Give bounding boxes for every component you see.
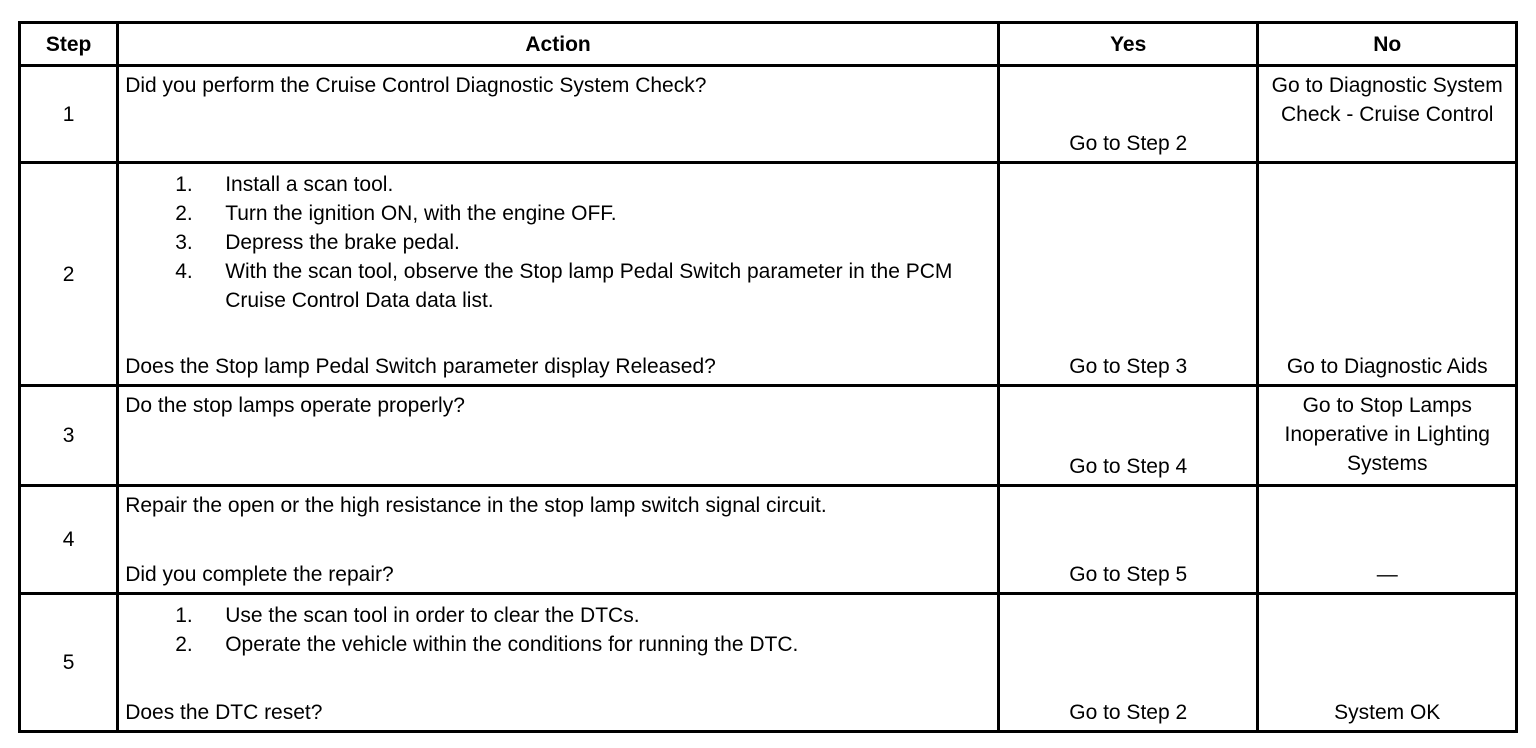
yes-link[interactable]: Go to Step 3	[1069, 355, 1188, 378]
action-question: Did you perform the Cruise Control Diagnostic System Check?	[125, 74, 707, 97]
yes-link[interactable]: Go to Step 2	[1069, 132, 1188, 155]
procedure-item	[119, 601, 991, 630]
yes-link[interactable]: Go to Step 2	[1069, 701, 1188, 724]
header-row	[20, 23, 1517, 66]
table-row	[20, 386, 1517, 486]
procedure-number: 1.	[175, 173, 193, 196]
action-question: Does the Stop lamp Pedal Switch parameter display Released?	[125, 355, 716, 378]
yes-link[interactable]: Go to Step 4	[1069, 455, 1188, 478]
procedure-item	[119, 630, 991, 659]
diagnostic-table	[18, 21, 1518, 733]
table-row	[20, 163, 1517, 386]
no-link[interactable]: Go to Diagnostic Aids	[1286, 355, 1488, 378]
procedure-list	[119, 170, 991, 315]
procedure-text: Depress the brake pedal.	[225, 231, 460, 254]
header-no: No	[1258, 23, 1517, 66]
no-cell	[1258, 66, 1517, 163]
header-yes: Yes	[998, 23, 1258, 66]
procedure-item	[119, 199, 991, 228]
procedure-text: Install a scan tool.	[225, 173, 394, 196]
step-number: 2	[20, 163, 118, 386]
no-cell	[1258, 163, 1517, 386]
step-number: 4	[20, 486, 118, 594]
table-row	[20, 486, 1517, 594]
action-cell	[118, 486, 999, 594]
yes-cell	[998, 486, 1258, 594]
procedure-item	[119, 228, 991, 257]
procedure-text: Turn the ignition ON, with the engine OFF.	[225, 202, 617, 225]
procedure-list	[119, 601, 991, 659]
procedure-number: 2.	[175, 633, 193, 656]
no-cell	[1258, 386, 1517, 486]
action-cell	[118, 163, 999, 386]
action-cell	[118, 594, 999, 732]
action-cell	[118, 66, 999, 163]
step-number: 1	[20, 66, 118, 163]
procedure-item	[119, 170, 991, 199]
procedure-text: Operate the vehicle within the conditions for running the DTC.	[225, 633, 799, 656]
action-question: Do the stop lamps operate properly?	[125, 394, 465, 417]
no-link[interactable]: Go to Diagnostic System Check - Cruise Control	[1271, 74, 1503, 126]
yes-cell	[998, 163, 1258, 386]
procedure-number: 3.	[175, 231, 193, 254]
procedure-item	[119, 257, 991, 315]
step-number: 3	[20, 386, 118, 486]
action-question: Does the DTC reset?	[125, 701, 323, 724]
procedure-text: With the scan tool, observe the Stop lamp Pedal Switch parameter in the PCM Cruise Control Data data list.	[225, 260, 953, 312]
no-result: System OK	[1334, 701, 1441, 724]
procedure-number: 4.	[175, 260, 193, 283]
procedure-number: 1.	[175, 604, 193, 627]
action-question: Did you complete the repair?	[125, 563, 394, 586]
header-step: Step	[20, 23, 118, 66]
no-link[interactable]: Go to Stop Lamps Inoperative in Lighting Systems	[1284, 394, 1490, 475]
procedure-number: 2.	[175, 202, 193, 225]
action-cell	[118, 386, 999, 486]
table-row	[20, 594, 1517, 732]
table-row	[20, 66, 1517, 163]
yes-cell	[998, 594, 1258, 732]
step-number: 5	[20, 594, 118, 732]
procedure-text: Use the scan tool in order to clear the DTCs.	[225, 604, 640, 627]
action-instruction: Repair the open or the high resistance in the stop lamp switch signal circuit.	[125, 494, 827, 517]
no-cell	[1258, 594, 1517, 732]
no-dash: —	[1376, 563, 1398, 586]
yes-cell	[998, 66, 1258, 163]
no-cell	[1258, 486, 1517, 594]
yes-cell	[998, 386, 1258, 486]
yes-link[interactable]: Go to Step 5	[1069, 563, 1188, 586]
header-action: Action	[118, 23, 999, 66]
